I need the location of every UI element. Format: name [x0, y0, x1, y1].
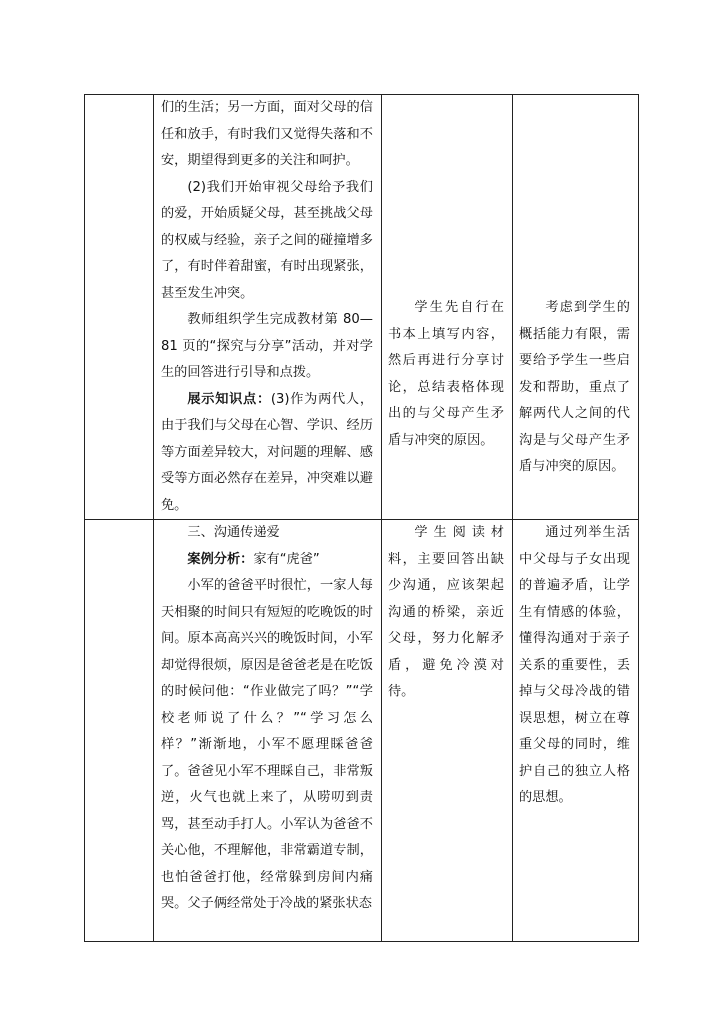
teacher-activity-paragraph: 教师组织学生完成教材第 80—81 页的“探究与分享”活动，并对学生的回答进行引导和点拨。 — [161, 312, 373, 380]
design-intent-text: 通过列举生活中父母与子女出现的普遍矛盾，让学生有情感的体验，懂得沟通对于亲子关系的重要性，丢掉与父母冷战的错误思想，树立在尊重父母的同时，维护自己的独立人格的思想。 — [519, 525, 630, 805]
case-title: 家有“虎爸” — [253, 551, 320, 567]
student-activity-text: 学生先自行在书本上填写内容，然后再进行分享讨论，总结表格体现出的与父母产生矛盾与冲突的原因。 — [388, 300, 504, 448]
design-intent-cell — [513, 520, 639, 942]
student-activity-cell — [382, 95, 513, 520]
teaching-content-cell — [154, 95, 382, 520]
stage-cell — [85, 95, 154, 520]
show-knowledge-paragraph — [161, 387, 373, 520]
show-knowledge-label: 展示知识点： — [187, 391, 271, 407]
show-knowledge-text: (3)作为两代人，由于我们与父母在心智、学识、经历等方面差异较大，对问题的理解、感受等方面必然存在差异，冲突难以避免。 — [161, 391, 373, 513]
table-row — [85, 95, 639, 520]
design-intent-cell — [513, 95, 639, 520]
lesson-plan-table — [84, 94, 639, 942]
case-text: 小军的爸爸平时很忙，一家人每天相聚的时间只有短短的吃晚饭的时间。原本高高兴兴的晚饭时间，小军却觉得很烦，原因是爸爸老是在吃饭的时候问他：“作业做完了吗？”“学校老师说了什么？”“学习怎么样？”渐渐地，小军不愿理睬爸爸了。爸爸见小军不理睬自己，非常叛逆，火气也就上来了，从唠叨到责骂，甚至动手打人。小军认为爸爸不关心他，不理解他，非常霸道专制，也怕爸爸打他，经常躲到房间内痛哭。父子俩经常处于冷战的紧张状态 — [161, 578, 373, 911]
student-activity-cell — [382, 520, 513, 942]
case-heading — [161, 547, 373, 574]
stage-cell — [85, 520, 154, 942]
table-row — [85, 520, 639, 942]
case-label: 案例分析： — [187, 551, 254, 567]
section-title: 三、沟通传递爱 — [187, 525, 280, 540]
design-intent-text: 考虑到学生的概括能力有限，需要给予学生一些启发和帮助，重点了解两代人之间的代沟是与父母产生矛盾与冲突的原因。 — [519, 300, 630, 474]
teaching-content-cell — [154, 520, 382, 942]
content-paragraph: 们的生活；另一方面，面对父母的信任和放手，有时我们又觉得失落和不安，期望得到更多的关注和呵护。 — [161, 100, 373, 168]
student-activity-text: 学生阅读材料，主要回答出缺少沟通，应该架起沟通的桥梁，亲近父母，努力化解矛盾，避免冷漠对待。 — [388, 525, 504, 699]
point-2-paragraph: (2)我们开始审视父母给予我们的爱，开始质疑父母，甚至挑战父母的权威与经验，亲子之间的碰撞增多了，有时伴着甜蜜，有时出现紧张，甚至发生冲突。 — [161, 179, 373, 301]
